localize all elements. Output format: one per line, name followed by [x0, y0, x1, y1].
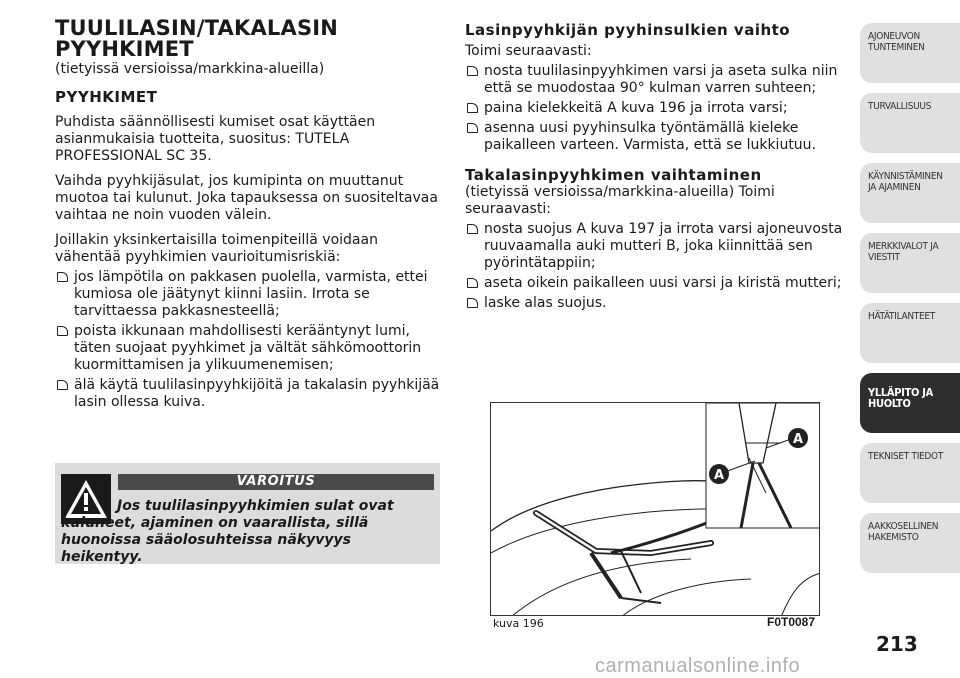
- bullet-icon: [467, 278, 478, 288]
- list-item: nosta suojus A kuva 197 ja irrota varsi ajoneuvosta ruuvaamalla auki mutteri B, joka kiinnittää sen pyörintätappiin;: [465, 221, 845, 272]
- warning-label: VAROITUS: [118, 474, 434, 490]
- callout-a-right: A: [792, 432, 804, 447]
- intro-rear-wiper: (tietyissä versioissa/markkina-alueilla) Toimi seuraavasti:: [465, 184, 775, 217]
- bullet-icon: [57, 380, 68, 390]
- section-title-line1: TUULILASIN/TAKALASIN: [55, 16, 339, 40]
- tab-ajoneuvon-tunteminen[interactable]: AJONEUVON TUNTEMINEN: [860, 23, 960, 83]
- bullet-icon: [467, 103, 478, 113]
- chapter-tabs: [860, 23, 960, 583]
- left-column: [55, 18, 440, 414]
- list-item: nosta tuulilasinpyyhkimen varsi ja aseta sulka niin että se muodostaa 90° kulman varren suhteen;: [465, 63, 845, 97]
- figure-caption: kuva 196: [493, 617, 544, 630]
- wiper-illustration: [491, 403, 820, 616]
- tab-aakkosellinen-hakemisto[interactable]: AAKKOSELLINEN HAKEMISTO: [860, 513, 960, 573]
- bullet-icon: [467, 298, 478, 308]
- warning-box: [55, 463, 440, 564]
- list-item: asenna uusi pyyhinsulka työntämällä kieleke paikalleen varteen. Varmista, että se lukkiutuu.: [465, 120, 845, 154]
- bullet-icon: [467, 123, 478, 133]
- tab-yllapito-huolto[interactable]: YLLÄPITO JA HUOLTO: [860, 373, 960, 433]
- right-column: [465, 18, 845, 315]
- heading-rear-wiper: Takalasinpyyhkimen vaihtaminen: [465, 166, 762, 184]
- tab-merkkivalot[interactable]: MERKKIVALOT JA VIESTIT: [860, 233, 960, 293]
- watermark: carmanualsonline.info: [595, 655, 801, 677]
- list-item: älä käytä tuulilasinpyyhkijöitä ja takalasin pyyhkijää lasin ollessa kuiva.: [55, 377, 440, 411]
- page-number: 213: [876, 632, 918, 656]
- list-item: poista ikkunaan mahdollisesti kerääntynyt lumi, täten suojaat pyyhkimet ja vältät sähkömoottorin kuormittamisen ja ylikuumenemisen;: [55, 323, 440, 374]
- heading-wiper-blade: Lasinpyyhkijän pyyhinsulkien vaihto: [465, 21, 791, 39]
- bullet-icon: [467, 66, 478, 76]
- steps-list-rear: [465, 221, 845, 312]
- bullet-icon: [57, 326, 68, 336]
- tab-tekniset-tiedot[interactable]: TEKNISET TIEDOT: [860, 443, 960, 503]
- figure-code: F0T0087: [767, 615, 816, 629]
- warning-text: Jos tuulilasinpyyhkimien sulat ovat kuluneet, ajaminen on vaarallista, sillä huonoissa sääolosuhteissa näkyvyys heikentyy.: [61, 498, 394, 565]
- list-item: laske alas suojus.: [465, 295, 845, 312]
- bullet-icon: [467, 224, 478, 234]
- paragraph-cleaning: Puhdista säännöllisesti kumiset osat käyttäen asianmukaisia tuotteita, suositus: TUTELA PROFESSIONAL SC 35.: [55, 114, 376, 164]
- intro-wiper-blade: Toimi seuraavasti:: [465, 43, 592, 59]
- tab-hatatilanteet[interactable]: HÄTÄTILANTEET: [860, 303, 960, 363]
- figure-wiper-illustration: [490, 402, 820, 616]
- paragraph-replace: Vaihda pyyhkijäsulat, jos kumipinta on muuttanut muotoa tai kulunut. Joka tapauksessa on suositeltavaa vaihtaa ne noin vuoden välein.: [55, 173, 438, 223]
- callout-a-left: A: [713, 468, 725, 483]
- tab-turvallisuus[interactable]: TURVALLISUUS: [860, 93, 960, 153]
- steps-list-front: [465, 63, 845, 154]
- tab-kaynnistaminen[interactable]: KÄYNNISTÄMINEN JA AJAMINEN: [860, 163, 960, 223]
- section-title-line2: PYYHKIMET: [55, 37, 194, 61]
- bullet-icon: [57, 272, 68, 282]
- list-item: aseta oikein paikalleen uusi varsi ja kiristä mutteri;: [465, 275, 845, 292]
- tips-list: [55, 269, 440, 411]
- section-subtitle: (tietyissä versioissa/markkina-alueilla): [55, 61, 325, 77]
- list-item: jos lämpötila on pakkasen puolella, varmista, ettei kumiosa ole jäätynyt kiinni lasiin. Irrota se tarvittaessa pakkasnesteellä;: [55, 269, 440, 320]
- list-item: paina kielekkeitä A kuva 196 ja irrota varsi;: [465, 100, 845, 117]
- subsection-heading: PYYHKIMET: [55, 88, 158, 106]
- paragraph-tips: Joillakin yksinkertaisilla toimenpiteillä voidaan vähentää pyyhkimien vaurioitumisriskiä:: [55, 232, 378, 265]
